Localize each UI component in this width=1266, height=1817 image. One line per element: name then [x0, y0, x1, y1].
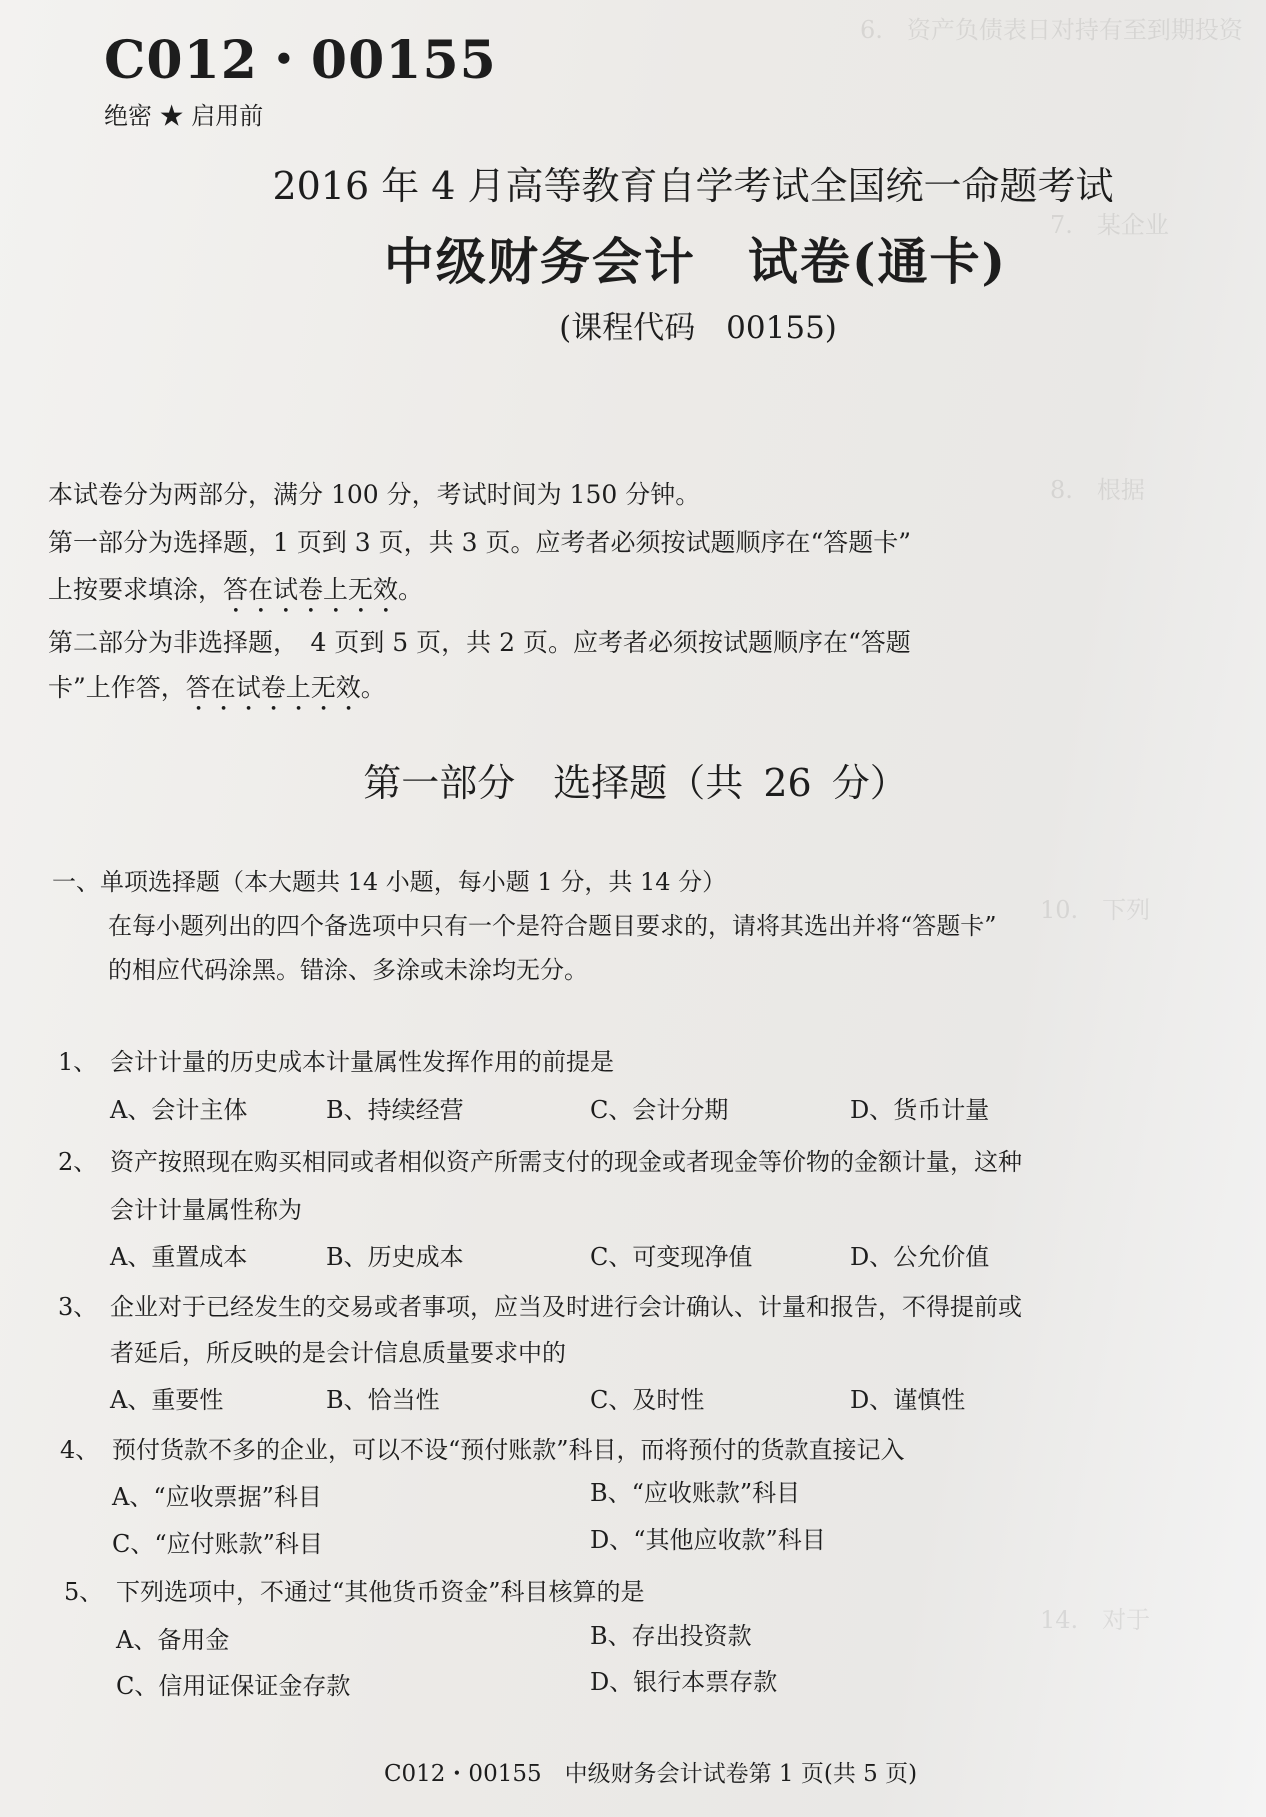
question-text: 企业对于已经发生的交易或者事项，应当及时进行会计确认、计量和报告，不得提前或	[110, 1293, 1022, 1321]
bleed-through-text: 8. 根据	[1050, 476, 1145, 504]
question-number: 4、	[60, 1436, 100, 1464]
question-text: 会计计量属性称为	[110, 1196, 302, 1224]
option: C、可变现净值	[590, 1243, 753, 1271]
question-number: 2、	[58, 1148, 98, 1176]
option: A、重置成本	[110, 1243, 248, 1271]
section-note: 在每小题列出的四个备选项中只有一个是符合题目要求的，请将其选出并将“答题卡”	[108, 912, 997, 940]
option: A、“应收票据”科目	[112, 1483, 322, 1511]
option: D、货币计量	[850, 1096, 990, 1124]
exam-title: 2016 年 4 月高等教育自学考试全国统一命题考试	[272, 164, 1114, 208]
question-text: 会计计量的历史成本计量属性发挥作用的前提是	[110, 1048, 614, 1076]
option: D、“其他应收款”科目	[590, 1526, 826, 1554]
option: C、“应付账款”科目	[112, 1530, 323, 1558]
part-title-row	[0, 752, 1266, 807]
exam-title-row	[0, 155, 1266, 210]
instruction-line	[48, 668, 386, 717]
option: B、持续经营	[326, 1096, 464, 1124]
question-text: 下列选项中，不通过“其他货币资金”科目核算的是	[116, 1578, 645, 1606]
section-title: 一、单项选择题（本大题共 14 小题，每小题 1 分，共 14 分）	[52, 868, 727, 896]
section-note: 的相应代码涂黑。错涂、多涂或未涂均无分。	[108, 956, 588, 984]
paper-code: C012・00155	[104, 30, 497, 91]
page-footer: C012・00155 中级财务会计试卷第 1 页(共 5 页)	[383, 1761, 918, 1787]
question-number: 3、	[58, 1293, 98, 1321]
option: B、历史成本	[326, 1243, 464, 1271]
option: B、“应收账款”科目	[590, 1479, 801, 1507]
option: C、及时性	[590, 1386, 705, 1414]
question-number: 1、	[58, 1048, 98, 1076]
option: A、会计主体	[110, 1096, 248, 1124]
confidential-label: 绝密 ★ 启用前	[104, 102, 264, 130]
question-text: 预付货款不多的企业，可以不设“预付账款”科目，而将预付的货款直接记入	[112, 1436, 905, 1464]
instruction-line: 第二部分为非选择题， 4 页到 5 页，共 2 页。应考者必须按试题顺序在“答题	[48, 628, 911, 657]
course-code-row	[0, 302, 1266, 347]
option: D、公允价值	[850, 1243, 990, 1271]
instruction-line	[48, 570, 423, 619]
question-text: 资产按照现在购买相同或者相似资产所需支付的现金或者现金等价物的金额计量，这种	[110, 1148, 1022, 1176]
option: C、会计分期	[590, 1096, 729, 1124]
instruction-line: 第一部分为选择题，1 页到 3 页，共 3 页。应考者必须按试题顺序在“答题卡”	[48, 528, 912, 557]
page-footer-row	[0, 1755, 1266, 1788]
option: A、重要性	[110, 1386, 224, 1414]
question-text: 者延后，所反映的是会计信息质量要求中的	[110, 1339, 566, 1367]
paper-title: 中级财务会计 试卷(通卡)	[383, 232, 1008, 291]
paper-title-row	[0, 222, 1266, 294]
bleed-through-text: 7. 某企业	[1050, 211, 1169, 239]
part-title: 第一部分 选择题（共 26 分）	[363, 761, 908, 805]
option: D、银行本票存款	[590, 1668, 778, 1696]
instruction-line: 本试卷分为两部分，满分 100 分，考试时间为 150 分钟。	[48, 480, 701, 509]
instruction-text: 卡”上作答，	[48, 673, 186, 702]
course-code: (课程代码 00155)	[559, 310, 837, 346]
bleed-through-text: 6. 资产负债表日对持有至到期投资	[860, 16, 1243, 44]
option: B、恰当性	[326, 1386, 440, 1414]
bleed-through-text: 10. 下列	[1040, 896, 1151, 924]
question-number: 5、	[64, 1578, 104, 1606]
instruction-emphasis: 答在试卷上无效。	[185, 673, 386, 702]
option: D、谨慎性	[850, 1386, 966, 1414]
option: C、信用证保证金存款	[116, 1672, 351, 1700]
instruction-text: 上按要求填涂，	[48, 575, 224, 604]
instruction-emphasis: 答在试卷上无效。	[223, 575, 424, 604]
bleed-through-text: 14. 对于	[1040, 1606, 1151, 1634]
option: B、存出投资款	[590, 1622, 752, 1650]
option: A、备用金	[116, 1626, 230, 1654]
